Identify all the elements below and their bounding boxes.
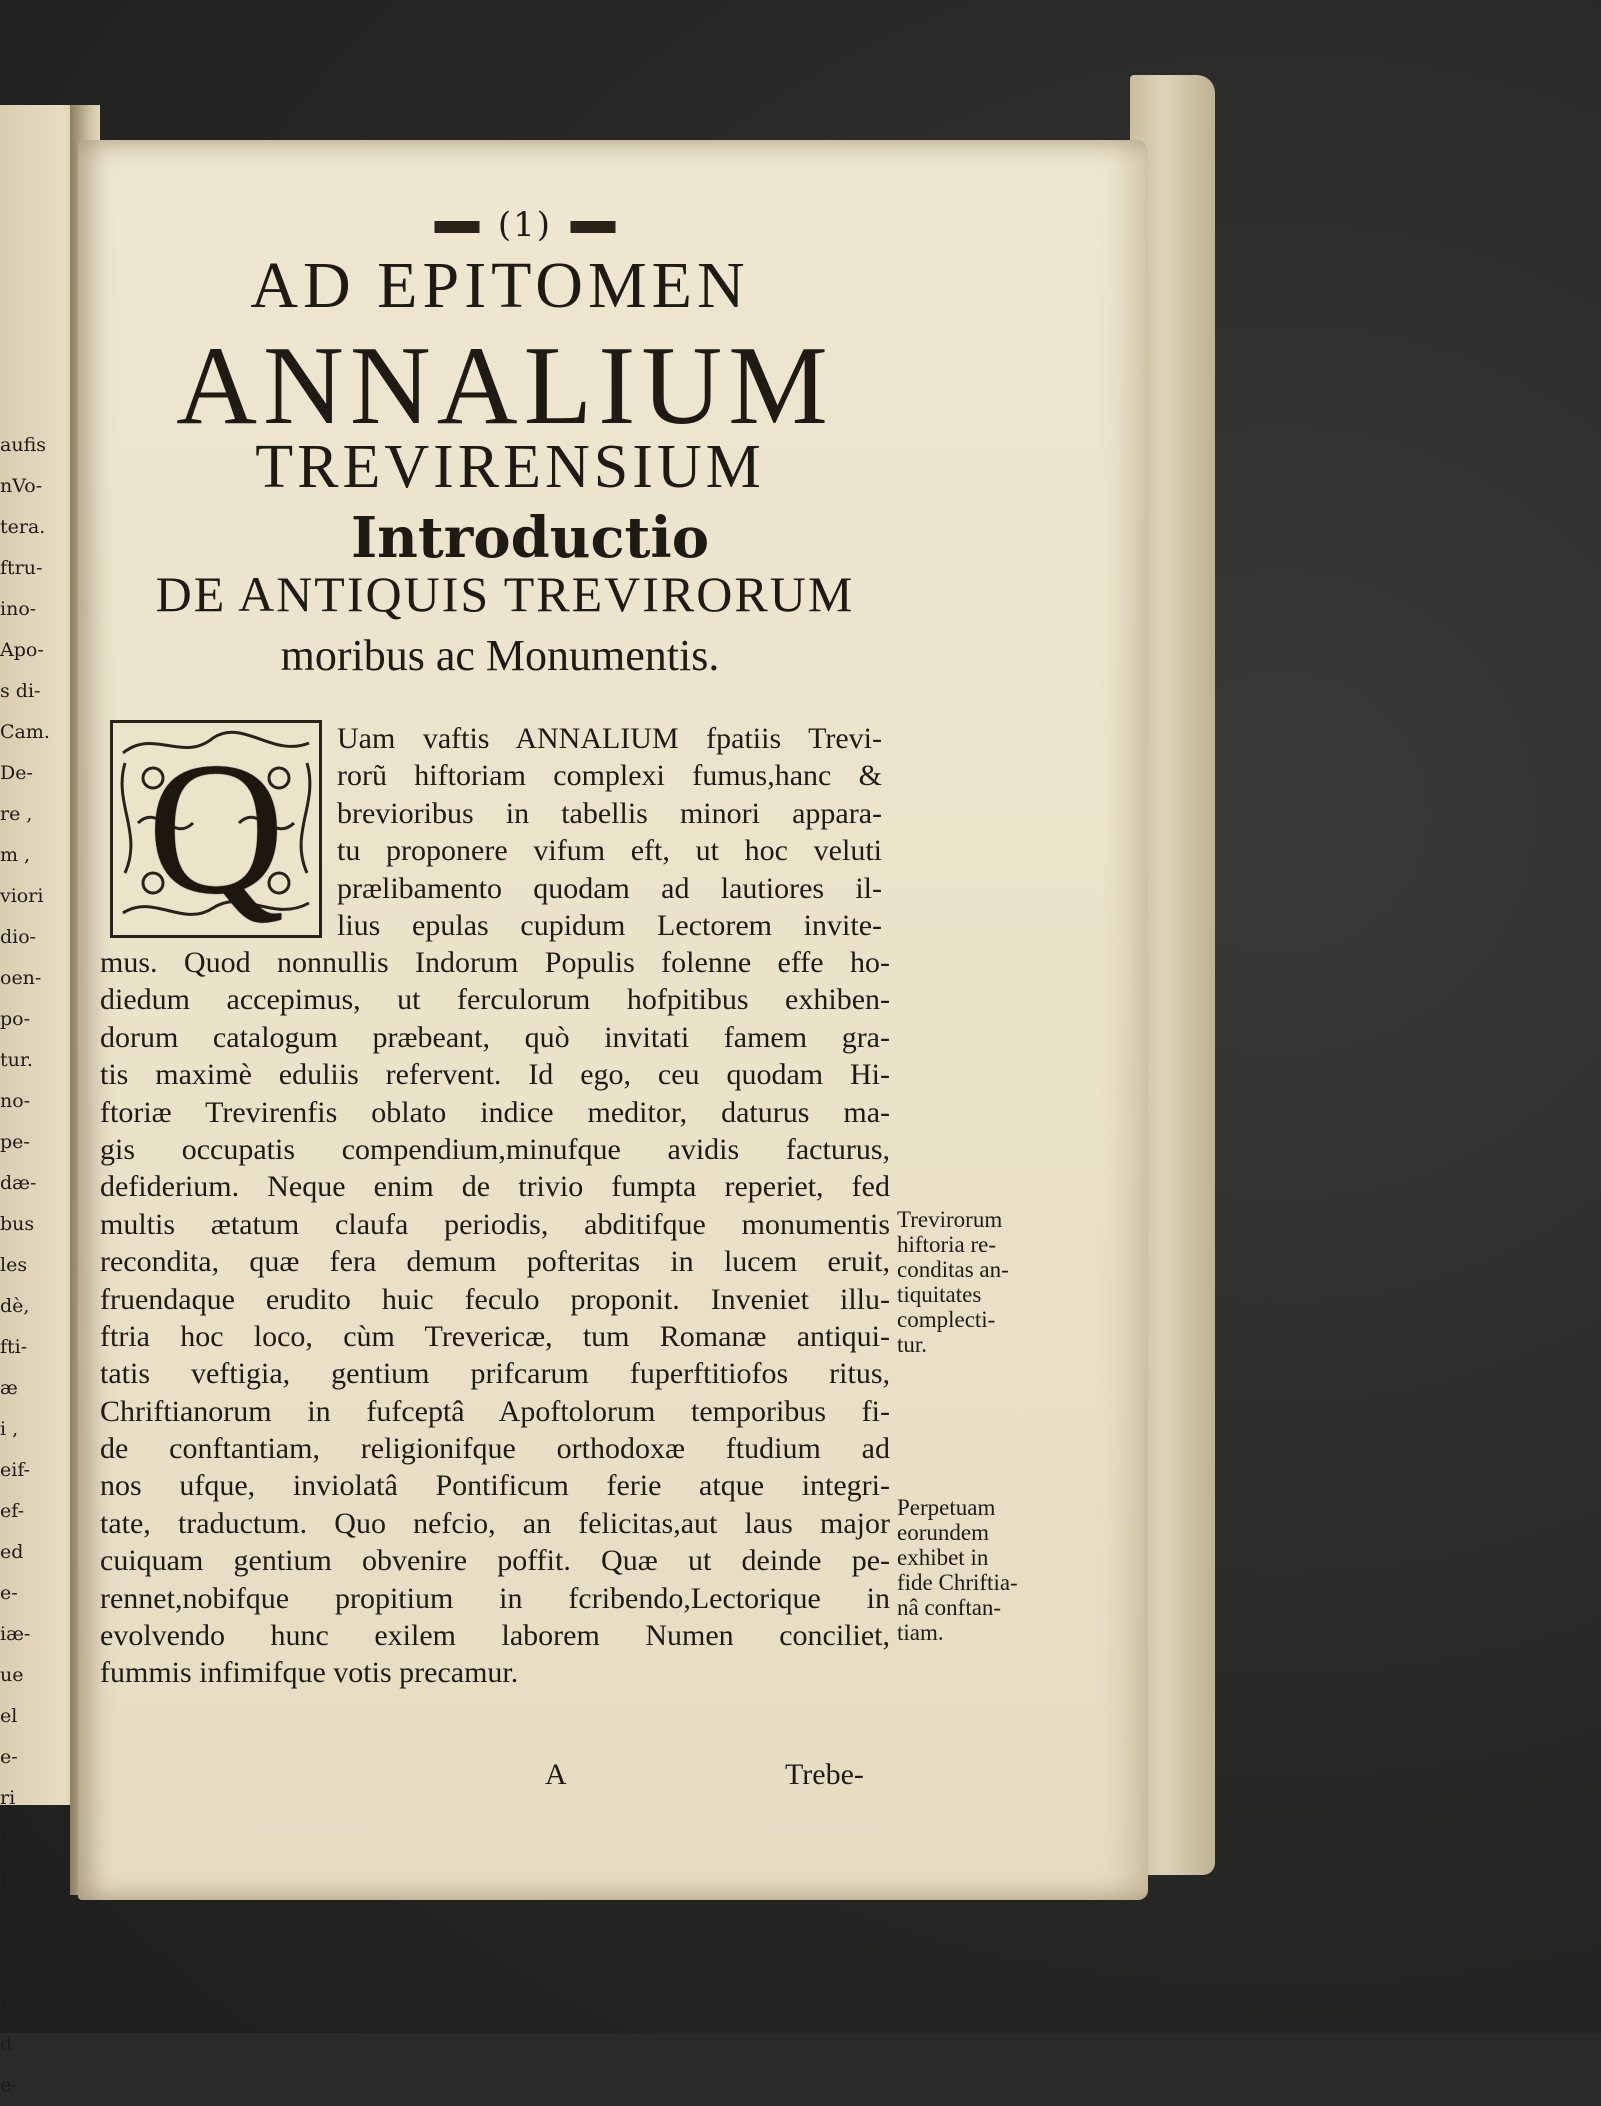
text-line: multis ætatum claufa periodis, abditifque monumentis [100,1207,890,1241]
text-line: prælibamento quodam ad lautiores il- [337,871,882,905]
left-fragment: dæ- [0,1172,37,1194]
left-fragment: viori [0,885,44,907]
text-line: gis occupatis compendium,minufque avidis facturus, [100,1132,890,1166]
text-line: fruendaque erudito huic feculo proponit. Inveniet illu- [100,1282,890,1316]
left-fragment: re , [0,803,33,825]
margin-note-line: complecti- [897,1307,996,1332]
text-line: fummis infimifque votis precamur. [100,1656,519,1690]
text-line: tate, traductum. Quo nefcio, an felicitas,aut laus major [100,1506,890,1540]
left-fragment: ri [0,1787,16,1809]
text-line: lius epulas cupidum Lectorem invite- [337,908,882,942]
left-fragment: bus [0,1213,35,1235]
folio-number [410,205,640,245]
margin-note-line: Trevirorum [897,1207,1003,1232]
text-line: Uam vaftis ANNALIUM fpatiis Trevi- [337,722,882,755]
left-fragment: tur. [0,1049,33,1071]
left-fragment: i [0,1992,7,2014]
margin-note-line: conditas an- [897,1257,1009,1282]
decorated-initial [110,720,322,938]
text-line: defiderium. Neque enim de trivio fumpta reperiet, fed [100,1170,890,1204]
left-fragment: i , [0,1418,19,1440]
left-fragment: Cam. [0,721,50,743]
left-fragment: m , [0,844,31,866]
left-fragment: : [0,1910,7,1932]
initial-letter: Q [147,724,285,934]
text-line: nos ufque, inviolatâ Pontificum ferie atque integri- [100,1469,890,1503]
left-page-fragments [0,425,60,2106]
left-fragment: i- [0,1828,13,1850]
margin-note-constancy [897,1495,1077,1645]
title-line-2: ANNALIUM [176,324,834,448]
left-fragment: ed [0,1541,24,1563]
title-line-6: moribus ac Monumentis. [280,631,720,680]
title-line-4: Introductio [350,505,710,571]
text-line: recondita, quæ fera demum pofteritas in lucem eruit, [100,1245,890,1279]
text-line: tis maximè eduliis refervent. Id ego, ceu quodam Hi- [100,1058,890,1092]
text-line: evolvendo hunc exilem laborem Numen conciliet, [100,1619,890,1653]
margin-note-history [897,1207,1077,1357]
left-fragment: i- [0,1869,13,1891]
left-fragment: ef- [0,1500,25,1522]
left-fragment: pe- [0,1131,30,1153]
text-line: de conftantiam, religionifque orthodoxæ ftudium ad [100,1432,890,1466]
text-line: cuiquam gentium obvenire poffit. Quæ ut deinde pe- [100,1544,890,1578]
margin-note-line: tur. [897,1332,928,1357]
ornament-left-icon [429,221,485,233]
text-line: brevioribus in tabellis minori appara- [337,796,882,830]
left-fragment [0,1942,60,1983]
left-fragment: iæ- [0,1623,31,1645]
catchword: Trebe- [785,1758,864,1791]
ornament-right-icon [565,221,621,233]
margin-note-line: hiftoria re- [897,1232,996,1257]
left-fragment: el [0,1705,18,1727]
margin-note-line: nâ conftan- [897,1595,1002,1620]
title-line-5: DE ANTIQUIS TREVIRORUM [155,566,855,622]
text-line: ftoriæ Trevirenfis oblato indice meditor, daturus ma- [100,1095,890,1129]
left-fragment: ftru- [0,557,43,579]
text-line: tatis veftigia, gentium prifcarum fuperftitiofos ritus, [100,1357,890,1391]
margin-note-line: fide Chriftia- [897,1570,1018,1595]
left-fragment: dè, [0,1295,30,1317]
title-line-1: AD EPITOMEN [250,249,750,322]
left-fragment: no- [0,1090,31,1112]
left-fragment: d [0,2033,13,2055]
left-fragment: Apo- [0,639,44,661]
left-fragment: aufis [0,434,46,456]
left-fragment: tera. [0,516,46,538]
margin-note-line: eorundem [897,1520,989,1545]
left-fragment: eif- [0,1459,31,1481]
left-fragment: e- [0,2074,18,2096]
left-fragment: De- [0,762,33,784]
left-fragment: ue [0,1664,24,1686]
left-fragment: fti- [0,1336,28,1358]
folio-label: (1) [497,205,553,245]
left-fragment: nVo- [0,475,43,497]
body-text-narrow [337,720,882,944]
left-fragment: æ [0,1377,18,1399]
margin-note-line: Perpetuam [897,1495,996,1520]
left-fragment: dio- [0,926,37,948]
text-line: ftria hoc loco, cùm Trevericæ, tum Romanæ antiqui- [100,1319,890,1353]
text-line: Chriftianorum in fufceptâ Apoftolorum temporibus fi- [100,1394,890,1428]
left-fragment: les [0,1254,28,1276]
signature-mark: A [545,1758,567,1791]
left-fragment: e- [0,1582,18,1604]
text-line: tu proponere vifum eft, ut hoc veluti [337,834,882,868]
left-fragment: po- [0,1008,31,1030]
left-fragment: e- [0,1746,18,1768]
text-line: diedum accepimus, ut ferculorum hofpitibus exhiben- [100,983,890,1017]
margin-note-line: tiquitates [897,1282,982,1307]
text-line: rennet,nobifque propitium in fcribendo,Lectorique in [100,1581,890,1615]
text-line: dorum catalogum præbeant, quò invitati famem gra- [100,1020,890,1054]
left-fragment: ino- [0,598,37,620]
left-fragment: s di- [0,680,41,702]
margin-note-line: tiam. [897,1620,944,1645]
text-line: mus. Quod nonnullis Indorum Populis folenne effe ho- [100,946,890,979]
left-fragment: oen- [0,967,42,989]
margin-note-line: exhibet in [897,1545,989,1570]
text-line: rorũ hiftoriam complexi fumus,hanc & [337,759,882,793]
title-line-3: TREVIRENSIUM [255,433,765,501]
body-text-full [100,944,890,1692]
